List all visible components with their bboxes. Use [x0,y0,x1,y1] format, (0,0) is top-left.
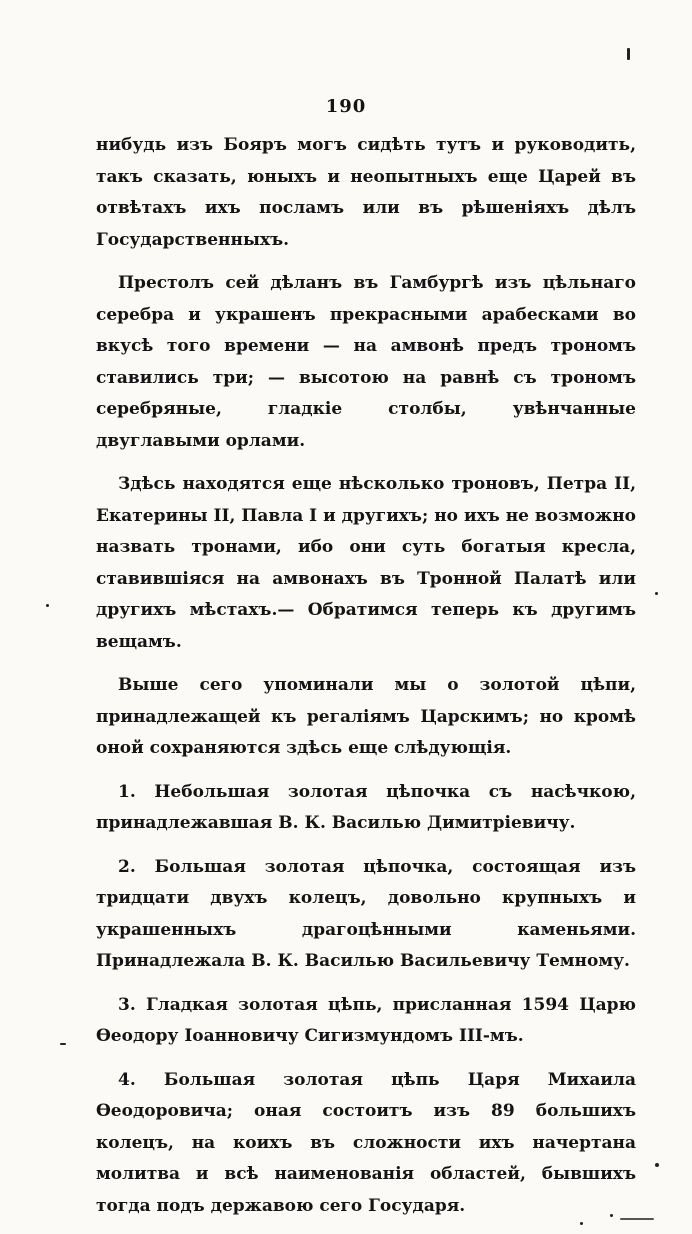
scan-speck [655,1163,659,1167]
scan-speck [655,592,658,595]
paragraph-2: Престолъ сей дѣланъ въ Гамбургѣ изъ цѣльнаго серебра и украшенъ прекрасными арабесками во вкусѣ того времени — на амвонѣ предъ трономъ ставились три; — высотою на равнѣ съ трономъ серебряные, гладкіе столбы, увѣнчанные двуглавыми орлами. [96,273,636,451]
scan-speck [46,604,49,607]
scan-speck [627,48,630,60]
body-text [96,130,636,1234]
page-number: 190 [325,96,367,117]
scan-speck [580,1222,583,1225]
list-item-1: 1. Небольшая золотая цѣпочка съ насѣчкою, принадлежавшая В. К. Василью Димитріевичу. [96,781,636,833]
paragraph-3: Здѣсь находятся еще нѣсколько троновъ, Петра II, Екатерины II, Павла I и другихъ; но ихъ не возможно назвать тронами, ибо они суть богатыя кресла, ставившіяся на амвонахъ въ Тронной Палатѣ или другихъ мѣстахъ.— Обратимся теперь къ другимъ вещамъ. [96,474,636,652]
list-item-4: 4. Большая золотая цѣпь Царя Михаила Өеодоровича; оная состоитъ изъ 89 большихъ колецъ, на коихъ въ сложности ихъ начертана молитва и всѣ наименованія областей, бывшихъ тогда подъ державою сего Государя. [96,1069,636,1216]
paragraph-1: нибудь изъ Бояръ могъ сидѣть тутъ и руководить, такъ сказать, юныхъ и неопытныхъ еще Царей въ отвѣтахъ ихъ посламъ или въ рѣшеніяхъ дѣлъ Государственныхъ. [96,135,636,250]
list-item-3: 3. Гладкая золотая цѣпь, присланная 1594 Царю Өеодору Іоанновичу Сигизмундомъ III-мъ. [96,994,636,1046]
scan-speck [60,1043,66,1045]
paragraph-4: Выше сего упоминали мы о золотой цѣпи, принадлежащей къ регаліямъ Царскимъ; но кромѣ оной сохраняются здѣсь еще слѣдующія. [96,675,636,758]
list-item-2: 2. Большая золотая цѣпочка, состоящая изъ тридцати двухъ колецъ, довольно крупныхъ и украшенныхъ драгоцѣнными каменьями. Принадлежала В. К. Василью Васильевичу Темному. [96,856,636,971]
scan-speck [620,1218,654,1220]
scan-speck [610,1214,613,1217]
